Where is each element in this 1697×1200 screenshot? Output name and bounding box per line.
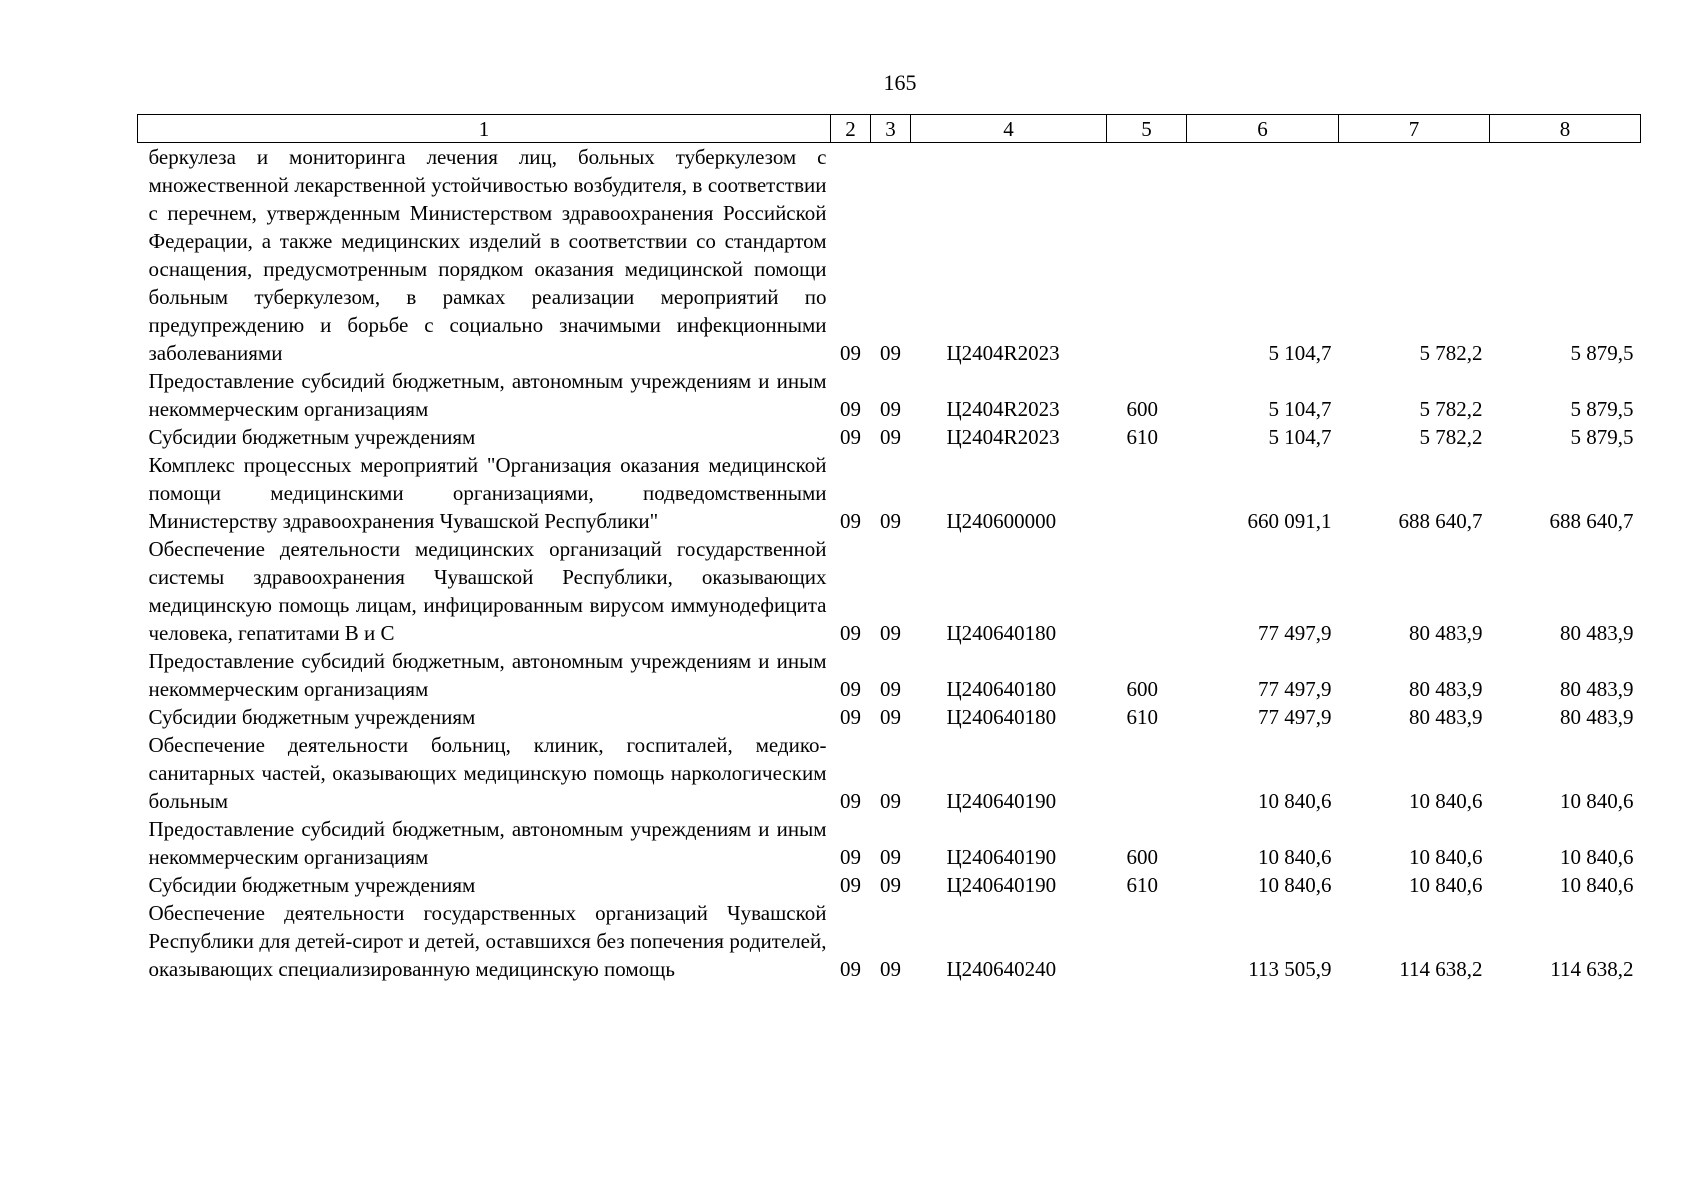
row-expense-type-code: 600	[1126, 845, 1158, 869]
row-amount-col-8: 80 483,9	[1560, 677, 1634, 701]
row-amount-col-8: 80 483,9	[1560, 621, 1634, 645]
row-expense-type-code: 600	[1126, 677, 1158, 701]
table-row	[138, 451, 1641, 535]
row-expense-type-code: 610	[1126, 705, 1158, 729]
row-amount-col-6: 113 505,9	[1248, 957, 1332, 981]
row-name: Предоставление субсидий бюджетным, автономным учреждениям и иным некоммерческим организациям	[148, 369, 827, 421]
row-section-code: 09	[840, 677, 861, 701]
table-row	[138, 899, 1641, 983]
row-name: Субсидии бюджетным учреждениям	[148, 873, 476, 897]
row-subsection-code: 09	[880, 789, 901, 813]
row-section-code: 09	[840, 341, 861, 365]
row-amount-col-6: 77 497,9	[1258, 621, 1332, 645]
row-target-article-code: Ц2404R2023	[946, 341, 1060, 365]
row-amount-col-7: 114 638,2	[1399, 957, 1483, 981]
row-target-article-code: Ц240640190	[946, 789, 1057, 813]
row-amount-col-6: 5 104,7	[1268, 397, 1332, 421]
page-number: 165	[883, 70, 917, 95]
row-subsection-code: 09	[880, 677, 901, 701]
row-name: Обеспечение деятельности медицинских организаций государственной системы здравоохранения Чувашской Республики, оказывающих медицинскую помощь лицам, инфицированным вирусом иммунодефицита человека, гепатитами B и C	[148, 537, 827, 645]
row-subsection-code: 09	[880, 705, 901, 729]
row-expense-type-code	[1107, 899, 1187, 983]
row-section-code: 09	[840, 705, 861, 729]
row-name: Комплекс процессных мероприятий "Организация оказания медицинской помощи медицинскими организациями, подведомственными Министерству здравоохранения Чувашской Республики"	[148, 453, 827, 533]
row-name: беркулеза и мониторинга лечения лиц, больных туберкулезом с множественной лекарственной устойчивостью возбудителя, в соответствии с перечнем, утвержденным Министерством здравоохранения Российской Федерации, а также медицинских изделий в соответствии со стандартом оснащения, предусмотренным порядком оказания медицинской помощи больным туберкулезом, в рамках реализации мероприятий по предупреждению и борьбе с социально значимыми инфекционными заболеваниями	[148, 145, 827, 365]
row-expense-type-code	[1107, 143, 1187, 368]
row-target-article-code: Ц240640190	[946, 845, 1057, 869]
row-amount-col-8: 80 483,9	[1560, 705, 1634, 729]
row-amount-col-6: 10 840,6	[1258, 789, 1332, 813]
row-subsection-code: 09	[880, 845, 901, 869]
row-expense-type-code: 600	[1126, 397, 1158, 421]
row-amount-col-8: 688 640,7	[1549, 509, 1634, 533]
row-amount-col-7: 80 483,9	[1409, 705, 1483, 729]
table-row	[138, 367, 1641, 423]
row-amount-col-6: 77 497,9	[1258, 677, 1332, 701]
row-section-code: 09	[840, 425, 861, 449]
row-name: Субсидии бюджетным учреждениям	[148, 705, 476, 729]
row-target-article-code: Ц240640190	[946, 873, 1057, 897]
row-amount-col-7: 80 483,9	[1409, 677, 1483, 701]
row-section-code: 09	[840, 873, 861, 897]
header-row	[138, 115, 1641, 143]
row-subsection-code: 09	[880, 957, 901, 981]
row-subsection-code: 09	[880, 397, 901, 421]
row-target-article-code: Ц240640180	[946, 677, 1057, 701]
budget-table	[137, 114, 1641, 983]
row-subsection-code: 09	[880, 621, 901, 645]
row-subsection-code: 09	[880, 425, 901, 449]
row-amount-col-7: 10 840,6	[1409, 845, 1483, 869]
table-row	[138, 703, 1641, 731]
row-amount-col-8: 5 879,5	[1570, 425, 1634, 449]
row-target-article-code: Ц2404R2023	[946, 425, 1060, 449]
row-amount-col-6: 5 104,7	[1268, 341, 1332, 365]
row-target-article-code: Ц240640240	[946, 957, 1057, 981]
header-col-4: 4	[911, 115, 1107, 143]
row-section-code: 09	[840, 789, 861, 813]
row-expense-type-code	[1107, 731, 1187, 815]
row-section-code: 09	[840, 845, 861, 869]
row-expense-type-code	[1107, 535, 1187, 647]
row-amount-col-7: 5 782,2	[1419, 425, 1483, 449]
row-target-article-code: Ц240640180	[946, 621, 1057, 645]
header-col-3: 3	[871, 115, 911, 143]
row-amount-col-7: 80 483,9	[1409, 621, 1483, 645]
row-amount-col-8: 10 840,6	[1560, 873, 1634, 897]
row-target-article-code: Ц2404R2023	[946, 397, 1060, 421]
table-row	[138, 815, 1641, 871]
row-expense-type-code: 610	[1126, 873, 1158, 897]
row-target-article-code: Ц240600000	[946, 509, 1057, 533]
row-amount-col-6: 660 091,1	[1247, 509, 1332, 533]
row-expense-type-code	[1107, 451, 1187, 535]
row-amount-col-8: 10 840,6	[1560, 789, 1634, 813]
table-row	[138, 535, 1641, 647]
row-amount-col-7: 10 840,6	[1409, 789, 1483, 813]
row-amount-col-7: 10 840,6	[1409, 873, 1483, 897]
table-row	[138, 143, 1641, 368]
row-section-code: 09	[840, 621, 861, 645]
row-amount-col-7: 5 782,2	[1419, 341, 1483, 365]
row-name: Субсидии бюджетным учреждениям	[148, 425, 476, 449]
row-name: Обеспечение деятельности государственных организаций Чувашской Республики для детей-сирот и детей, оставшихся без попечения родителей, оказывающих специализированную медицинскую помощь	[148, 901, 827, 981]
row-name: Обеспечение деятельности больниц, клиник, госпиталей, медико-санитарных частей, оказывающих медицинскую помощь наркологическим больным	[148, 733, 827, 813]
row-amount-col-7: 5 782,2	[1419, 397, 1483, 421]
row-section-code: 09	[840, 957, 861, 981]
row-section-code: 09	[840, 509, 861, 533]
row-amount-col-8: 114 638,2	[1550, 957, 1634, 981]
row-target-article-code: Ц240640180	[946, 705, 1057, 729]
header-col-2: 2	[831, 115, 871, 143]
header-col-7: 7	[1339, 115, 1490, 143]
header-col-1: 1	[138, 115, 831, 143]
table-header	[138, 115, 1641, 143]
header-col-5: 5	[1107, 115, 1187, 143]
row-name: Предоставление субсидий бюджетным, автономным учреждениям и иным некоммерческим организациям	[148, 649, 827, 701]
row-subsection-code: 09	[880, 873, 901, 897]
table-row	[138, 423, 1641, 451]
table-row	[138, 731, 1641, 815]
row-amount-col-8: 5 879,5	[1570, 397, 1634, 421]
row-subsection-code: 09	[880, 341, 901, 365]
table-row	[138, 871, 1641, 899]
row-amount-col-8: 5 879,5	[1570, 341, 1634, 365]
row-name: Предоставление субсидий бюджетным, автономным учреждениям и иным некоммерческим организациям	[148, 817, 827, 869]
header-col-8: 8	[1490, 115, 1641, 143]
table-body	[138, 143, 1641, 984]
header-col-6: 6	[1187, 115, 1339, 143]
row-amount-col-6: 77 497,9	[1258, 705, 1332, 729]
row-amount-col-6: 10 840,6	[1258, 845, 1332, 869]
row-amount-col-7: 688 640,7	[1398, 509, 1483, 533]
row-amount-col-8: 10 840,6	[1560, 845, 1634, 869]
row-section-code: 09	[840, 397, 861, 421]
table-row	[138, 647, 1641, 703]
row-amount-col-6: 5 104,7	[1268, 425, 1332, 449]
row-expense-type-code: 610	[1126, 425, 1158, 449]
row-amount-col-6: 10 840,6	[1258, 873, 1332, 897]
row-subsection-code: 09	[880, 509, 901, 533]
